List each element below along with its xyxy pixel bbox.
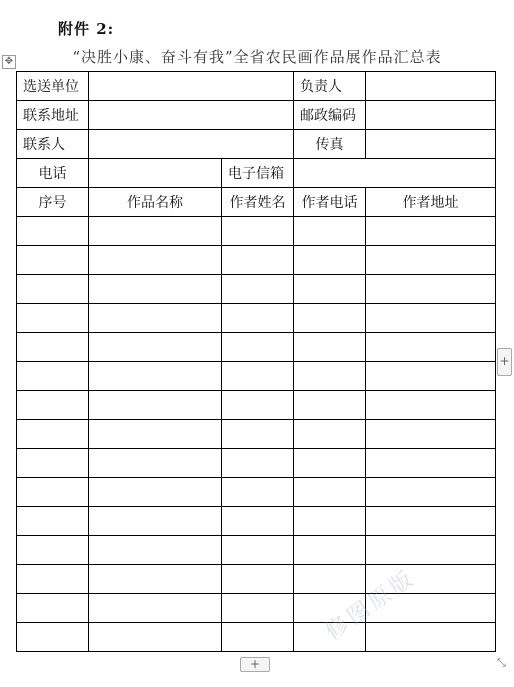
sending-unit-value[interactable]	[89, 72, 294, 101]
column-header-row	[17, 188, 496, 217]
table-cell[interactable]	[222, 449, 294, 478]
fax-value[interactable]	[366, 130, 496, 159]
table-cell[interactable]	[222, 594, 294, 623]
table-cell[interactable]	[89, 507, 222, 536]
add-row-icon[interactable]: +	[240, 657, 270, 672]
table-cell[interactable]	[89, 536, 222, 565]
col-header-work-name: 作品名称	[89, 188, 222, 217]
email-value[interactable]	[294, 159, 496, 188]
table-row	[17, 246, 496, 275]
table-cell[interactable]	[89, 420, 222, 449]
table-cell[interactable]	[366, 217, 496, 246]
table-row	[17, 449, 496, 478]
table-cell[interactable]	[17, 478, 89, 507]
col-header-author-phone: 作者电话	[294, 188, 366, 217]
table-cell[interactable]	[222, 507, 294, 536]
table-cell[interactable]	[222, 362, 294, 391]
info-row-sending-unit	[17, 72, 496, 101]
table-cell[interactable]	[222, 478, 294, 507]
table-cell[interactable]	[366, 623, 496, 652]
watermark: 修图原版	[321, 565, 421, 646]
phone-label: 电话	[17, 159, 89, 188]
table-row	[17, 420, 496, 449]
table-row	[17, 362, 496, 391]
table-cell[interactable]	[366, 362, 496, 391]
person-in-charge-value[interactable]	[366, 72, 496, 101]
info-row-phone	[17, 159, 496, 188]
table-cell[interactable]	[294, 362, 366, 391]
info-row-contact	[17, 130, 496, 159]
table-cell[interactable]	[89, 623, 222, 652]
document-title: “决胜小康、奋斗有我”全省农民画作品展作品汇总表	[72, 48, 442, 66]
table-cell[interactable]	[294, 217, 366, 246]
table-cell[interactable]	[222, 333, 294, 362]
table-cell[interactable]	[222, 536, 294, 565]
table-cell[interactable]	[294, 246, 366, 275]
table-cell[interactable]	[366, 246, 496, 275]
email-label: 电子信箱	[222, 159, 294, 188]
table-cell[interactable]	[222, 623, 294, 652]
contact-value[interactable]	[89, 130, 294, 159]
table-row	[17, 565, 496, 594]
table-cell[interactable]	[222, 217, 294, 246]
table-cell[interactable]	[366, 304, 496, 333]
table-cell[interactable]	[89, 565, 222, 594]
table-cell[interactable]	[294, 565, 366, 594]
phone-value[interactable]	[89, 159, 222, 188]
summary-table	[16, 71, 496, 652]
table-row	[17, 275, 496, 304]
table-cell[interactable]	[294, 420, 366, 449]
table-cell[interactable]	[17, 246, 89, 275]
table-cell[interactable]	[89, 391, 222, 420]
table-row	[17, 507, 496, 536]
table-cell[interactable]	[89, 217, 222, 246]
address-label: 联系地址	[17, 101, 89, 130]
table-cell[interactable]	[17, 623, 89, 652]
table-cell[interactable]	[17, 217, 89, 246]
table-cell[interactable]	[17, 275, 89, 304]
table-cell[interactable]	[366, 420, 496, 449]
person-in-charge-label: 负责人	[294, 72, 366, 101]
table-cell[interactable]	[89, 594, 222, 623]
table-cell[interactable]	[17, 565, 89, 594]
table-cell[interactable]	[17, 362, 89, 391]
table-cell[interactable]	[294, 391, 366, 420]
table-cell[interactable]	[294, 536, 366, 565]
table-cell[interactable]	[294, 449, 366, 478]
fax-label: 传真	[294, 130, 366, 159]
attachment-label: 附件 2:	[58, 20, 115, 38]
table-cell[interactable]	[294, 507, 366, 536]
col-header-author-address: 作者地址	[366, 188, 496, 217]
table-cell[interactable]	[89, 362, 222, 391]
contact-label: 联系人	[17, 130, 89, 159]
table-cell[interactable]	[17, 333, 89, 362]
table-cell[interactable]	[89, 304, 222, 333]
table-cell[interactable]	[17, 536, 89, 565]
table-cell[interactable]	[366, 536, 496, 565]
table-cell[interactable]	[294, 304, 366, 333]
table-cell[interactable]	[294, 333, 366, 362]
info-row-address	[17, 101, 496, 130]
table-row	[17, 217, 496, 246]
table-cell[interactable]	[222, 565, 294, 594]
table-row	[17, 333, 496, 362]
table-cell[interactable]	[294, 478, 366, 507]
table-row	[17, 304, 496, 333]
table-move-icon[interactable]: ✥	[2, 55, 16, 69]
table-cell[interactable]	[89, 275, 222, 304]
sending-unit-label: 选送单位	[17, 72, 89, 101]
table-row	[17, 623, 496, 652]
table-resize-icon[interactable]: ⤡	[497, 656, 506, 669]
table-cell[interactable]	[222, 246, 294, 275]
table-cell[interactable]	[222, 304, 294, 333]
table-cell[interactable]	[366, 275, 496, 304]
col-header-index: 序号	[17, 188, 89, 217]
col-header-author-name: 作者姓名	[222, 188, 294, 217]
postal-code-value[interactable]	[366, 101, 496, 130]
table-cell[interactable]	[89, 333, 222, 362]
table-cell[interactable]	[366, 391, 496, 420]
table-cell[interactable]	[294, 275, 366, 304]
table-cell[interactable]	[89, 246, 222, 275]
table-cell[interactable]	[89, 449, 222, 478]
table-cell[interactable]	[366, 507, 496, 536]
table-row	[17, 594, 496, 623]
table-row	[17, 478, 496, 507]
table-row	[17, 391, 496, 420]
add-column-icon[interactable]: +	[497, 348, 512, 376]
postal-code-label: 邮政编码	[294, 101, 366, 130]
table-cell[interactable]	[222, 420, 294, 449]
table-cell[interactable]	[17, 391, 89, 420]
table-cell[interactable]	[366, 333, 496, 362]
table-cell[interactable]	[222, 391, 294, 420]
table-row	[17, 536, 496, 565]
table-cell[interactable]	[17, 304, 89, 333]
table-cell[interactable]	[17, 507, 89, 536]
address-value[interactable]	[89, 101, 294, 130]
table-cell[interactable]	[366, 478, 496, 507]
table-cell[interactable]	[222, 275, 294, 304]
table-cell[interactable]	[366, 449, 496, 478]
table-cell[interactable]	[89, 478, 222, 507]
table-cell[interactable]	[17, 449, 89, 478]
table-cell[interactable]	[17, 594, 89, 623]
table-cell[interactable]	[17, 420, 89, 449]
